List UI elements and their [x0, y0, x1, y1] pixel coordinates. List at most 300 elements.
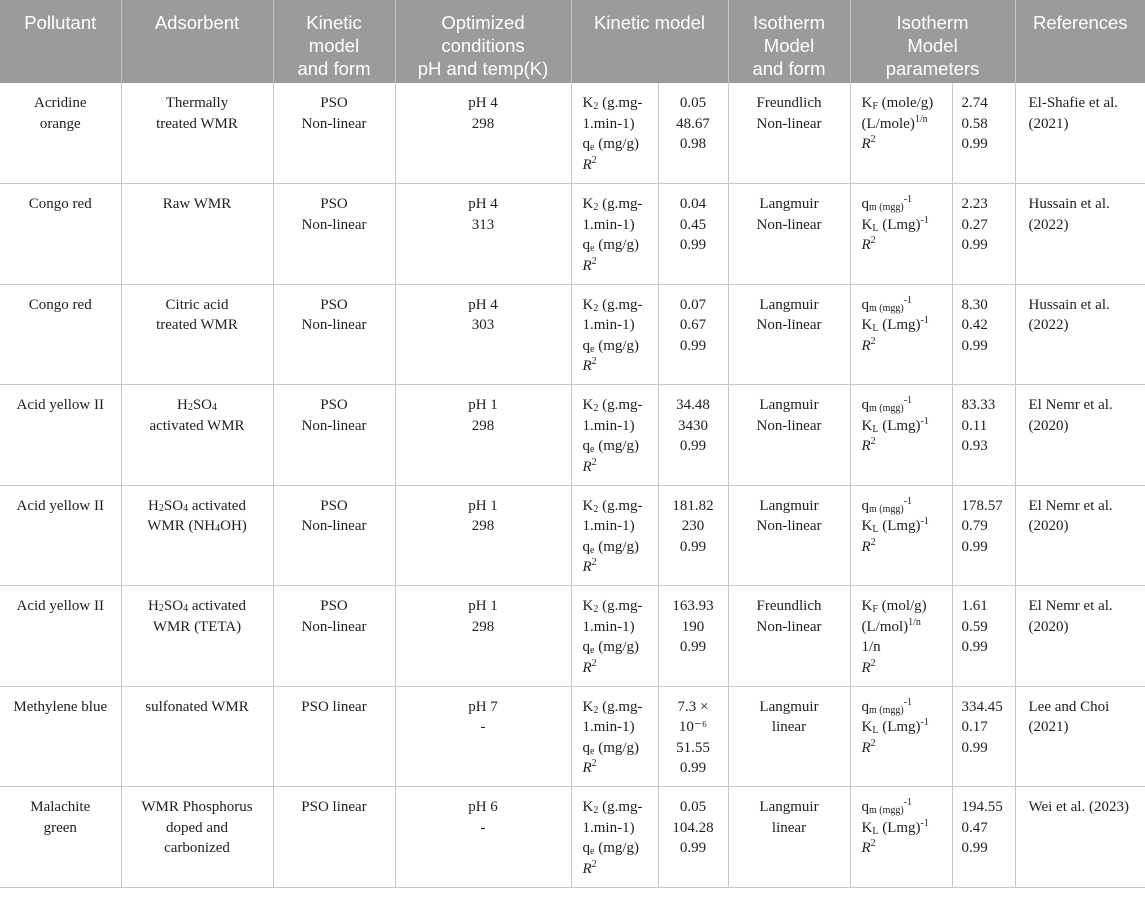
reference-line: (2020)	[1028, 518, 1069, 534]
conditions-line: -	[480, 819, 486, 836]
pollutant-line: Acid yellow II	[16, 598, 104, 614]
isotherm-value: 0.99	[961, 639, 988, 655]
table-row	[0, 787, 1145, 888]
cell-isotherm-values	[952, 787, 1015, 888]
isotherm-value: 0.17	[961, 719, 988, 735]
k2-label: $K_2$ (g.mg-	[582, 598, 643, 615]
r2-label: $R^2$	[582, 557, 597, 575]
header-line: and form	[297, 58, 371, 79]
reference-line: El Nemr et al.	[1028, 397, 1113, 413]
pollutant-line: green	[43, 819, 77, 836]
cell-isotherm-form	[728, 787, 850, 888]
k2-unit-label: 1.min-1)	[582, 618, 635, 635]
cell-kinetic-values	[658, 83, 728, 184]
header-adsorbent	[121, 0, 273, 83]
conditions-line: 313	[471, 216, 495, 233]
qm-label: $q_{m (mgg)}^{-1}$	[861, 495, 913, 515]
conditions-line: pH 1	[468, 397, 498, 413]
cell-pollutant	[0, 686, 121, 787]
conditions-line: pH 4	[468, 95, 498, 111]
header-line: Kinetic model	[593, 12, 706, 33]
cell-conditions	[395, 83, 571, 184]
isotherm-value: 0.99	[961, 840, 988, 856]
r2-label: $R^2$	[582, 255, 597, 274]
isotherm-value: 0.42	[961, 317, 988, 333]
cell-conditions	[395, 686, 571, 787]
cell-kinetic-params	[571, 184, 658, 285]
cell-isotherm-form	[728, 83, 850, 184]
r2-label: $R^2$	[582, 356, 597, 374]
header-line: Isotherm	[896, 12, 969, 33]
reference-line: El-Shafie et al.	[1028, 95, 1119, 111]
kinetic-value: 7.3 ×	[677, 698, 709, 715]
kinetic-value: 230	[681, 518, 705, 534]
isotherm-value: 0.99	[961, 136, 988, 152]
header-line: pH and temp(K)	[417, 58, 549, 79]
k2-unit-label: 1.min-1)	[582, 115, 635, 132]
table-row	[0, 385, 1145, 486]
cell-pollutant	[0, 284, 121, 385]
isotherm-value: 194.55	[961, 799, 1003, 815]
adsorbent-line: WMR Phosphorus	[141, 799, 253, 815]
kinetic-value: 190	[681, 618, 705, 635]
adsorbent-line: treated WMR	[156, 115, 238, 132]
isotherm-value: 83.33	[961, 397, 996, 413]
r2-label: $R^2$	[582, 758, 597, 776]
isotherm-value: 0.58	[961, 115, 988, 132]
kinetic-value: 0.99	[679, 639, 707, 655]
cell-kinetic-params	[571, 83, 658, 184]
kinetic-value: 0.99	[679, 237, 707, 253]
isotherm-value: 0.99	[961, 237, 988, 253]
cell-reference	[1015, 83, 1145, 184]
isotherm-form-line: Langmuir	[759, 196, 819, 212]
header-line: Kinetic	[306, 12, 362, 33]
cell-isotherm-values	[952, 284, 1015, 385]
kinetic-value: 0.99	[679, 840, 707, 856]
reference-line: Wei et al. (2023)	[1028, 799, 1129, 815]
cell-pollutant	[0, 787, 121, 888]
qe-label: $q_e$ (mg/g)	[582, 840, 640, 857]
r2-label: $R^2$	[861, 436, 876, 454]
reference-line: Lee and Choi	[1028, 698, 1110, 715]
conditions-line: pH 1	[468, 598, 498, 614]
table-row	[0, 284, 1145, 385]
pollutant-line: Acid yellow II	[16, 497, 104, 514]
conditions-line: 298	[471, 417, 495, 434]
kinetic-form-line: Non-linear	[301, 618, 367, 635]
reference-line: (2021)	[1028, 115, 1069, 132]
cell-pollutant	[0, 485, 121, 586]
cell-isotherm-params	[850, 586, 952, 687]
qe-label: $q_e$ (mg/g)	[582, 438, 640, 455]
k2-label: $K_2$ (g.mg-	[582, 799, 643, 816]
conditions-line: 303	[471, 317, 495, 333]
cell-isotherm-form	[728, 284, 850, 385]
kinetic-value: 3430	[678, 417, 708, 434]
header-pollutant	[0, 0, 121, 83]
kinetic-value: 51.55	[676, 739, 710, 756]
kinetic-form-line: Non-linear	[301, 417, 367, 434]
kinetic-form-line: Non-linear	[301, 317, 367, 333]
isotherm-form-line: Non-linear	[756, 317, 822, 333]
isotherm-value: 334.45	[961, 698, 1003, 715]
k2-label: $K_2$ (g.mg-	[582, 95, 643, 112]
one-over-n-label: 1/n	[861, 639, 881, 655]
isotherm-value: 1.61	[961, 598, 988, 614]
pollutant-line: Acridine	[34, 95, 87, 111]
isotherm-value: 0.79	[961, 518, 988, 534]
header-line: References	[1032, 12, 1128, 33]
qe-label: $q_e$ (mg/g)	[582, 136, 640, 153]
cell-kinetic-values	[658, 385, 728, 486]
kinetic-form-line: Non-linear	[301, 518, 367, 534]
pollutant-line: orange	[39, 115, 81, 132]
isotherm-form-line: Non-linear	[756, 115, 822, 132]
reference-line: (2022)	[1028, 317, 1069, 333]
cell-kinetic-form	[273, 385, 395, 486]
kinetic-value: 0.04	[679, 196, 707, 212]
isotherm-value: 0.11	[961, 417, 988, 434]
cell-kinetic-values	[658, 586, 728, 687]
isotherm-form-line: Non-linear	[756, 518, 822, 534]
isotherm-form-line: Langmuir	[759, 698, 819, 715]
kinetic-value: 0.07	[679, 296, 707, 313]
isotherm-form-line: Langmuir	[759, 497, 819, 514]
kinetic-value: 0.98	[679, 136, 707, 152]
isotherm-form-line: Non-linear	[756, 216, 822, 233]
conditions-line: 298	[471, 115, 495, 132]
k2-label: $K_2$ (g.mg-	[582, 397, 643, 414]
k2-label: $K_2$ (g.mg-	[582, 497, 643, 515]
cell-isotherm-form	[728, 184, 850, 285]
cell-isotherm-form	[728, 686, 850, 787]
qm-label: $q_{m (mgg)}^{-1}$	[861, 194, 913, 213]
cell-reference	[1015, 284, 1145, 385]
kinetic-value: 0.99	[679, 760, 707, 776]
cell-adsorbent	[121, 485, 273, 586]
kf-label: $K_F$ (mol/g)	[861, 598, 927, 615]
kinetic-value: 0.67	[679, 317, 707, 333]
isotherm-form-line: Non-linear	[756, 618, 822, 635]
r2-label: $R^2$	[861, 235, 876, 253]
table-row	[0, 586, 1145, 687]
kinetic-form-line: PSO	[320, 598, 348, 614]
kinetic-value: 48.67	[676, 115, 710, 132]
cell-isotherm-params	[850, 284, 952, 385]
cell-isotherm-values	[952, 485, 1015, 586]
k2-unit-label: 1.min-1)	[582, 819, 635, 836]
isotherm-form-line: linear	[771, 719, 807, 735]
table-row	[0, 686, 1145, 787]
cell-adsorbent	[121, 787, 273, 888]
kl-label: $K_L$ (Lmg)$^{-1}$	[861, 817, 929, 837]
isotherm-form-line: Freundlich	[756, 95, 822, 111]
qm-label: $q_{m (mgg)}^{-1}$	[861, 395, 913, 414]
header-line: parameters	[885, 58, 980, 79]
conditions-line: pH 4	[468, 296, 498, 313]
cell-kinetic-form	[273, 485, 395, 586]
cell-isotherm-values	[952, 184, 1015, 285]
k2-unit-label: 1.min-1)	[582, 317, 635, 333]
isotherm-value: 0.27	[961, 216, 988, 233]
kinetic-value: 0.99	[679, 438, 707, 454]
header-line: conditions	[441, 35, 525, 56]
header-line: Model	[907, 35, 958, 56]
cell-kinetic-values	[658, 485, 728, 586]
cell-kinetic-params	[571, 485, 658, 586]
conditions-line: -	[480, 719, 486, 735]
kinetic-form-line: Non-linear	[301, 216, 367, 233]
cell-reference	[1015, 184, 1145, 285]
qe-label: $q_e$ (mg/g)	[582, 538, 640, 556]
isotherm-form-line: linear	[771, 819, 807, 836]
kl-label: $K_L$ (Lmg)$^{-1}$	[861, 717, 929, 736]
k2-label: $K_2$ (g.mg-	[582, 296, 643, 314]
cell-isotherm-params	[850, 485, 952, 586]
kinetic-value: 104.28	[672, 819, 714, 836]
isotherm-form-line: Non-linear	[756, 417, 822, 434]
cell-isotherm-form	[728, 385, 850, 486]
adsorbent-line: carbonized	[164, 840, 230, 856]
pollutant-line: Acid yellow II	[16, 397, 104, 413]
r2-label: $R^2$	[582, 657, 597, 676]
kinetic-form-line: PSO linear	[301, 698, 367, 715]
r2-label: $R^2$	[861, 536, 876, 555]
cell-conditions	[395, 385, 571, 486]
kinetic-form-line: PSO	[320, 95, 348, 111]
header-line: model	[308, 35, 360, 56]
cell-adsorbent	[121, 284, 273, 385]
cell-isotherm-params	[850, 686, 952, 787]
k2-unit-label: 1.min-1)	[582, 518, 635, 534]
cell-pollutant	[0, 83, 121, 184]
header-line: Optimized	[441, 12, 525, 33]
reference-line: El Nemr et al.	[1028, 497, 1113, 514]
kinetic-value: 0.45	[679, 216, 707, 233]
reference-line: (2022)	[1028, 216, 1069, 233]
conditions-line: pH 6	[468, 799, 498, 815]
kinetic-value: 34.48	[676, 397, 710, 413]
cell-reference	[1015, 385, 1145, 486]
cell-kinetic-values	[658, 184, 728, 285]
qe-label: $q_e$ (mg/g)	[582, 739, 640, 757]
r2-label: $R^2$	[582, 456, 597, 475]
adsorbent-line: Raw WMR	[162, 196, 232, 212]
reference-line: El Nemr et al.	[1028, 598, 1113, 614]
isotherm-value: 178.57	[961, 497, 1003, 514]
k2-unit-label: 1.min-1)	[582, 719, 635, 735]
adsorbent-line: $H_2SO_4$ activated	[148, 598, 246, 614]
isotherm-value: 2.23	[961, 196, 988, 212]
kinetic-value: 10⁻⁶	[678, 719, 708, 735]
cell-isotherm-values	[952, 385, 1015, 486]
header-line: Adsorbent	[154, 12, 240, 33]
header-references	[1015, 0, 1145, 83]
cell-conditions	[395, 284, 571, 385]
cell-adsorbent	[121, 586, 273, 687]
kinetic-form-line: PSO	[320, 397, 348, 413]
cell-kinetic-params	[571, 586, 658, 687]
reference-line: (2021)	[1028, 719, 1069, 735]
cell-conditions	[395, 586, 571, 687]
isotherm-form-line: Langmuir	[759, 397, 819, 413]
cell-conditions	[395, 787, 571, 888]
isotherm-form-line: Langmuir	[759, 296, 819, 313]
cell-kinetic-values	[658, 787, 728, 888]
freundlich-unit-label: $(L/mol)^{1/n}$	[861, 616, 921, 635]
cell-isotherm-values	[952, 586, 1015, 687]
adsorbent-line: $H_2SO_4$ activated	[148, 497, 246, 514]
adsorbent-line: Thermally	[165, 95, 229, 111]
conditions-line: pH 4	[468, 196, 498, 212]
adsorbent-line: doped and	[165, 819, 229, 836]
kinetic-form-line: PSO linear	[301, 799, 367, 815]
cell-kinetic-form	[273, 83, 395, 184]
cell-kinetic-params	[571, 385, 658, 486]
isotherm-value: 0.93	[961, 438, 988, 454]
isotherm-value: 0.59	[961, 618, 988, 635]
adsorbent-line: $H_2SO_4$	[176, 397, 218, 413]
isotherm-form-line: Langmuir	[759, 799, 819, 815]
header-kinetic-model	[571, 0, 728, 83]
k2-label: $K_2$ (g.mg-	[582, 196, 643, 213]
cell-reference	[1015, 586, 1145, 687]
cell-reference	[1015, 485, 1145, 586]
cell-adsorbent	[121, 184, 273, 285]
pollutant-line: Congo red	[28, 196, 92, 212]
adsorbent-line: WMR $(NH_4OH)$	[147, 518, 247, 534]
conditions-line: 298	[471, 518, 495, 534]
kinetic-value: 0.05	[679, 799, 707, 815]
table-header-row	[0, 0, 1145, 83]
table-row	[0, 485, 1145, 586]
r2-label: $R^2$	[861, 737, 876, 756]
table-row	[0, 83, 1145, 184]
cell-isotherm-values	[952, 83, 1015, 184]
cell-kinetic-form	[273, 787, 395, 888]
adsorbent-line: WMR (TETA)	[152, 618, 242, 635]
header-line: Isotherm	[753, 12, 825, 33]
kl-label: $K_L$ (Lmg)$^{-1}$	[861, 415, 929, 435]
header-kinetic-model-form	[273, 0, 395, 83]
cell-isotherm-params	[850, 385, 952, 486]
kinetic-form-line: Non-linear	[301, 115, 367, 132]
qm-label: $q_{m (mgg)}^{-1}$	[861, 294, 913, 314]
header-optimized-conditions	[395, 0, 571, 83]
isotherm-value: 2.74	[961, 95, 988, 111]
isotherm-value: 0.47	[961, 819, 988, 836]
pollutant-line: Methylene blue	[13, 698, 108, 715]
adsorbent-line: sulfonated WMR	[145, 698, 249, 715]
reference-line: Hussain et al.	[1028, 196, 1110, 212]
qe-label: $q_e$ (mg/g)	[582, 639, 640, 656]
isotherm-value: 0.99	[961, 538, 988, 555]
kl-label: $K_L$ (Lmg)$^{-1}$	[861, 315, 929, 334]
pollutant-line: Congo red	[28, 296, 92, 313]
r2-label: $R^2$	[861, 838, 876, 856]
qe-label: $q_e$ (mg/g)	[582, 237, 640, 254]
conditions-line: 298	[471, 618, 495, 635]
r2-label: $R^2$	[861, 335, 876, 354]
cell-adsorbent	[121, 83, 273, 184]
cell-kinetic-form	[273, 184, 395, 285]
header-line: Pollutant	[24, 12, 97, 33]
kinetic-value: 0.99	[679, 337, 707, 354]
kl-label: $K_L$ (Lmg)$^{-1}$	[861, 516, 929, 535]
pollutant-line: Malachite	[30, 799, 91, 815]
cell-isotherm-params	[850, 787, 952, 888]
cell-isotherm-form	[728, 485, 850, 586]
adsorbent-line: treated WMR	[156, 317, 238, 333]
reference-line: (2020)	[1028, 417, 1069, 434]
conditions-line: pH 1	[468, 497, 498, 514]
k2-label: $K_2$ (g.mg-	[582, 698, 643, 716]
qm-label: $q_{m (mgg)}^{-1}$	[861, 696, 913, 716]
kinetic-form-line: PSO	[320, 196, 348, 212]
header-isotherm-model-form	[728, 0, 850, 83]
r2-label: $R^2$	[861, 657, 876, 676]
header-line: and form	[752, 58, 826, 79]
header-isotherm-parameters	[850, 0, 1015, 83]
cell-isotherm-form	[728, 586, 850, 687]
qe-label: $q_e$ (mg/g)	[582, 337, 640, 355]
cell-kinetic-form	[273, 586, 395, 687]
table-row	[0, 184, 1145, 285]
cell-kinetic-params	[571, 787, 658, 888]
adsorbent-line: activated WMR	[149, 417, 245, 434]
isotherm-form-line: Freundlich	[756, 598, 822, 614]
cell-adsorbent	[121, 686, 273, 787]
cell-isotherm-params	[850, 83, 952, 184]
kinetic-value: 0.05	[679, 95, 707, 111]
cell-kinetic-params	[571, 284, 658, 385]
cell-kinetic-values	[658, 686, 728, 787]
cell-isotherm-values	[952, 686, 1015, 787]
r2-label: $R^2$	[861, 134, 876, 152]
kl-label: $K_L$ (Lmg)$^{-1}$	[861, 214, 929, 234]
kinetic-value: 181.82	[672, 497, 714, 514]
freundlich-unit-label: (L/mole)$^{1/n}$	[861, 113, 928, 132]
cell-kinetic-form	[273, 686, 395, 787]
cell-conditions	[395, 485, 571, 586]
conditions-line: pH 7	[468, 698, 498, 715]
adsorbent-line: Citric acid	[165, 296, 229, 313]
cell-reference	[1015, 686, 1145, 787]
kinetic-form-line: PSO	[320, 497, 348, 514]
cell-adsorbent	[121, 385, 273, 486]
cell-pollutant	[0, 385, 121, 486]
k2-unit-label: 1.min-1)	[582, 216, 635, 233]
cell-conditions	[395, 184, 571, 285]
cell-pollutant	[0, 586, 121, 687]
isotherm-value: 8.30	[961, 296, 988, 313]
k2-unit-label: 1.min-1)	[582, 417, 635, 434]
reference-line: Hussain et al.	[1028, 296, 1110, 313]
isotherm-value: 0.99	[961, 739, 988, 756]
r2-label: $R^2$	[582, 858, 597, 877]
kinetic-value: 0.99	[679, 538, 707, 555]
cell-kinetic-params	[571, 686, 658, 787]
reference-line: (2020)	[1028, 618, 1069, 635]
kf-label: $K_F$ (mole/g)	[861, 95, 934, 112]
cell-isotherm-params	[850, 184, 952, 285]
kinetic-form-line: PSO	[320, 296, 348, 313]
cell-kinetic-values	[658, 284, 728, 385]
cell-kinetic-form	[273, 284, 395, 385]
qm-label: $q_{m (mgg)}^{-1}$	[861, 797, 913, 816]
r2-label: $R^2$	[582, 154, 597, 173]
